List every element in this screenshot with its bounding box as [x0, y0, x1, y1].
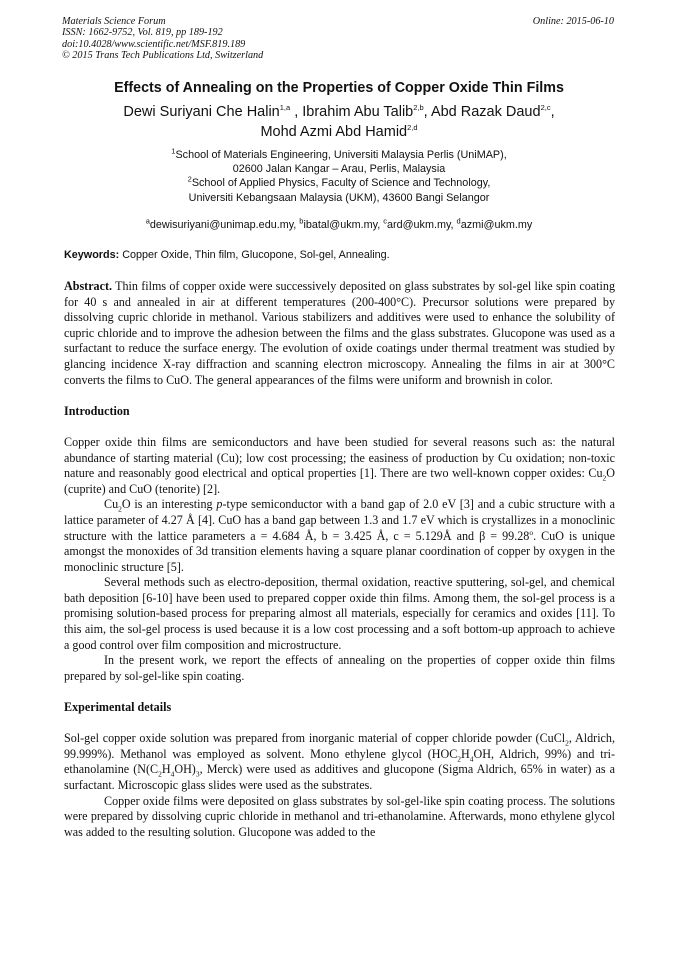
author-name: Ibrahim Abu Talib	[302, 104, 414, 120]
experimental-paragraph-1: Sol-gel copper oxide solution was prepared from inorganic material of copper chloride powder (CuCl$_2$, Aldrich, 99.999%). Methanol was employed as solvent. Mono ethylene glycol ($HOC_2H_4OH$, Aldrich, 99%) and tri-ethanolamine ($N(C_2H_4OH)_3$, Merck) were used as additives and glucopone (Sigma Aldrich, 65% in water) as a surfactant. Microscopic glass slides were used as the substrates.	[64, 731, 615, 792]
paper-body	[64, 279, 615, 840]
author-separator: ,	[423, 104, 431, 120]
journal-copyright: © 2015 Trans Tech Publications Ltd, Switzerland	[62, 50, 264, 62]
author-affil-mark: 2,d	[407, 123, 418, 133]
online-date: Online: 2015-06-10	[532, 16, 614, 27]
keywords	[64, 249, 616, 261]
abstract	[64, 279, 615, 388]
author-separator: ,	[550, 104, 555, 120]
abstract-text: Thin films of copper oxide were successively deposited on glass substrates by sol-gel like spin coating for 40 s and annealed in air at different temperatures (200-400°C). Precursor solutions were prepared by dissolving cupric chloride in methanol. Various stabilizers and additives were used to enhance the solubility of cupric chloride and to improve the adhesion between the films and the glass substrates. Glucopone was used as a surfactant to reduce the surface energy. The evolution of oxide coatings under thermal treatment was studied by glancing incidence X-ray diffraction and scanning electron microscopy. Annealing the films in air at 300°C converts the films to CuO. The general appearances of the films were uniform and brownish in color.	[64, 279, 615, 387]
intro-paragraph-4: In the present work, we report the effects of annealing on the properties of copper oxide thin films prepared by sol-gel-like spin coating.	[64, 653, 615, 683]
intro-paragraph-2: $Cu_2O$ is an interesting p-type semiconductor with a band gap of 2.0 eV [3] and a cubic structure with a lattice parameter of 4.27 Å [4]. CuO has a band gap between 1.3 and 1.7 eV which is crystallizes in a monoclinic structure with the lattice parameters a = 4.684 Å, b = 3.425 Å, c = 5.129Å and $\beta = 99.28^o$. CuO is unique amongst the monoxides of 3d transition elements having a square planar coordination of copper by oxygen in the monoclinic structure [5].	[64, 497, 615, 574]
email-link[interactable]: azmi@ukm.my	[460, 219, 533, 231]
affiliation-1-address: 02600 Jalan Kangar – Arau, Perlis, Malaysia	[232, 163, 446, 176]
affiliations	[60, 148, 618, 205]
email-list: $^a$dewisuriyani@unimap.edu.my, $^b$ibatal@ukm.my, $^c$ard@ukm.my, $^d$azmi@ukm.my	[145, 216, 533, 231]
author-name: Abd Razak Daud	[430, 104, 541, 120]
author-affil-mark: 2,c	[540, 103, 551, 113]
intro-paragraph-1: Copper oxide thin films are semiconductors and have been studied for several reasons such as: the natural abundance of starting material (Cu); low cost processing; the easiness of production by Cu oxidation; non-toxic nature and reasonably good electrical and optical properties [1]. There are two well-known copper oxides: $Cu_2O$ (cuprite) and CuO (tenorite) [2].	[64, 434, 615, 496]
intro-paragraph-3: Several methods such as electro-deposition, thermal oxidation, reactive sputtering, sol-gel, and chemical bath deposition [6-10] have been used to prepared copper oxide thin films. Among them, the sol-gel process is a promising solution-based process for preparing almost all materials, especially for ceramics and oxides [11]. To this aim, the sol-gel process is used because it is a low cost processing and a soft bottom-up approach to achieve a good control over film composition and microstructure.	[64, 575, 615, 652]
affiliation-2-address: Universiti Kebangsaan Malaysia (UKM), 43600 Bangi Selangor	[188, 191, 490, 204]
email-link[interactable]: ibatal@ukm.my,	[303, 219, 384, 231]
affiliation-2: $^2$School of Applied Physics, Faculty of Science and Technology,	[187, 174, 491, 190]
journal-header	[62, 16, 263, 62]
email-link[interactable]: dewisuriyani@unimap.edu.my,	[149, 219, 300, 231]
section-heading-experimental: Experimental details	[64, 700, 172, 715]
keywords-label: Keywords:	[64, 249, 120, 261]
email-link[interactable]: ard@ukm.my,	[386, 219, 457, 231]
section-heading-introduction: Introduction	[64, 403, 130, 418]
affiliation-1: $^1$School of Materials Engineering, Universiti Malaysia Perlis (UniMAP),	[171, 146, 507, 161]
paper-title: Effects of Annealing on the Properties of Copper Oxide Thin Films	[114, 80, 564, 96]
journal-doi[interactable]: doi:10.4028/www.scientific.net/MSF.819.189	[62, 38, 246, 50]
author-name: Dewi Suriyani Che Halin	[123, 104, 280, 120]
experimental-paragraph-2: Copper oxide films were deposited on glass substrates by sol-gel-like spin coating process. The solutions were prepared by dissolving cupric chloride in methanol and tri-ethanolamine. Afterwards, mono ethylene glycol was added to the resulting solution. Glucopone was added to the	[64, 793, 615, 839]
author-list	[60, 102, 618, 142]
author-affil-mark: 1,a	[279, 103, 291, 113]
keywords-text: Copper Oxide, Thin film, Glucopone, Sol-gel, Annealing.	[119, 249, 390, 261]
abstract-label: Abstract.	[64, 279, 113, 293]
author-affil-mark: 2,b	[413, 103, 424, 113]
journal-name: Materials Science Forum	[62, 16, 166, 27]
journal-issn: ISSN: 1662-9752, Vol. 819, pp 189-192	[62, 27, 223, 39]
author-separator: ,	[290, 104, 303, 120]
author-name: Mohd Azmi Abd Hamid	[260, 124, 408, 140]
